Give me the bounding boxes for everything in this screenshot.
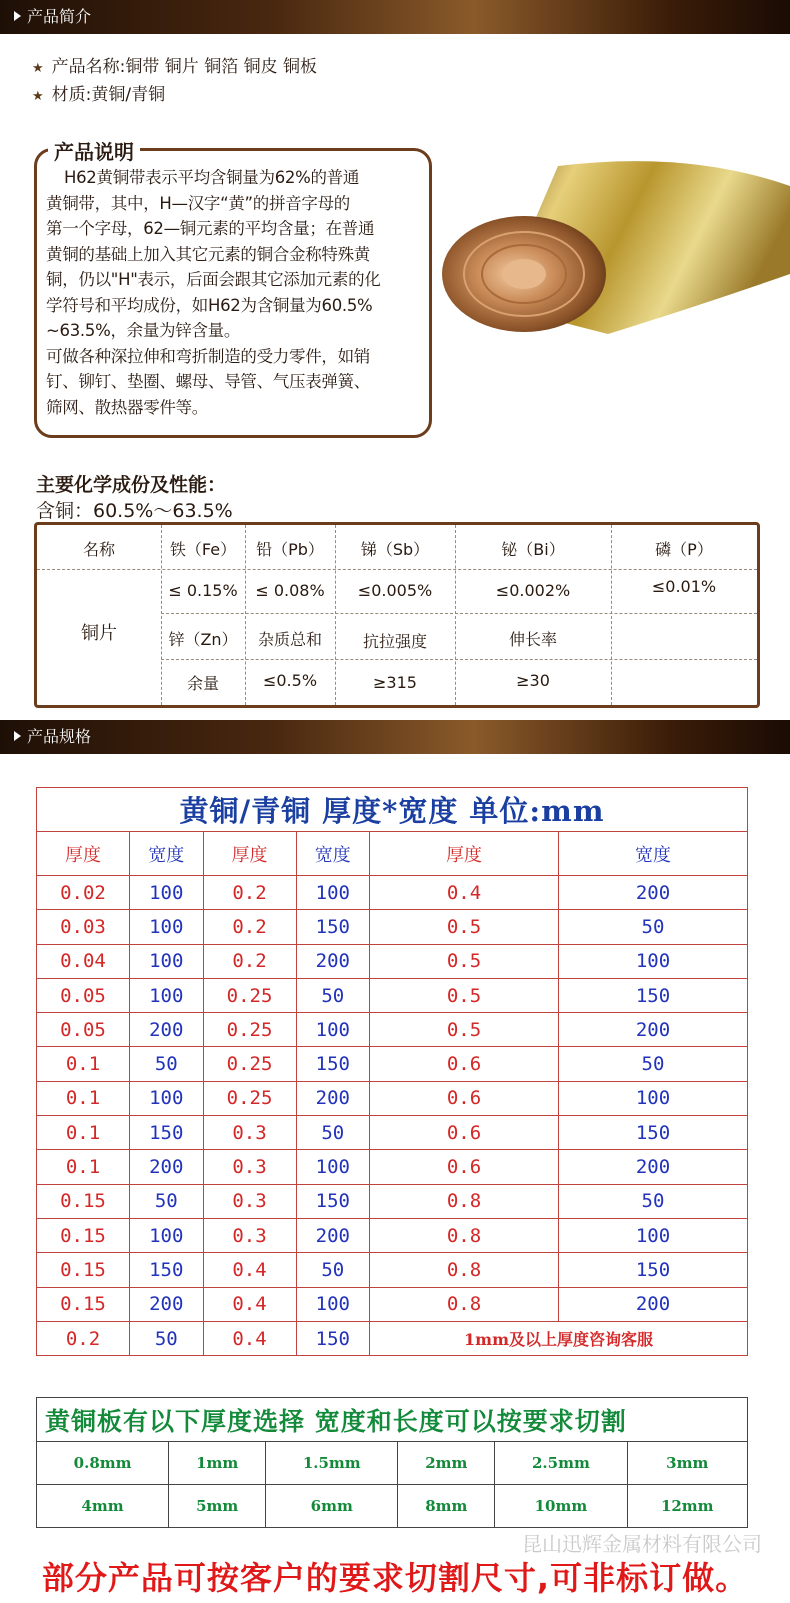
table-divider (161, 659, 757, 660)
thickness-cell: 0.2 (203, 910, 296, 944)
name-header: 名称 (82, 540, 115, 559)
description-line: 筛网、散热器零件等。 (46, 397, 209, 417)
section-header-spec (0, 720, 790, 754)
table-row (37, 1253, 748, 1287)
spec-header-row (37, 832, 748, 876)
plate-thickness: 5mm (169, 1485, 266, 1528)
width-cell: 150 (296, 910, 370, 944)
thickness-cell: 0.1 (37, 1116, 130, 1150)
plate-table-title: 黄铜板有以下厚度选择 宽度和长度可以按要求切割 (37, 1398, 748, 1442)
table-row (37, 1150, 748, 1184)
thickness-cell: 0.6 (370, 1116, 559, 1150)
thickness-cell: 0.2 (203, 944, 296, 978)
element-value: ≤ 0.15% (168, 581, 238, 600)
property-header: 伸长率 (508, 630, 557, 649)
intro-item-text: 材质:黄铜/青铜 (51, 85, 166, 105)
description-line: 铜，仍以"H"表示，后面会跟其它添加元素的化 (46, 270, 381, 289)
thickness-cell: 0.05 (37, 978, 130, 1012)
thickness-cell: 0.1 (37, 1047, 130, 1081)
thickness-cell: 0.5 (370, 910, 559, 944)
description-line: ~63.5%，余量为锌含量。 (46, 321, 241, 340)
thickness-cell: 0.5 (370, 1013, 559, 1047)
thickness-cell: 0.2 (37, 1321, 130, 1355)
table-row (37, 978, 748, 1012)
plate-thickness: 0.8mm (37, 1442, 169, 1485)
element-header: 磷（P） (655, 540, 713, 559)
thickness-cell: 0.5 (370, 978, 559, 1012)
thickness-cell: 0.6 (370, 1150, 559, 1184)
thickness-cell: 0.4 (203, 1287, 296, 1321)
thickness-cell: 0.03 (37, 910, 130, 944)
thickness-cell: 0.1 (37, 1150, 130, 1184)
plate-thickness: 12mm (627, 1485, 747, 1528)
width-cell: 100 (296, 1013, 370, 1047)
width-cell: 100 (558, 944, 747, 978)
plate-thickness: 2mm (398, 1442, 495, 1485)
element-value: ≤ 0.08% (255, 581, 325, 600)
width-header: 宽度 (296, 832, 370, 876)
width-cell: 50 (129, 1047, 203, 1081)
thickness-cell: 0.02 (37, 876, 130, 910)
width-cell: 100 (296, 1287, 370, 1321)
element-value: ≤0.002% (495, 581, 571, 600)
section-header-intro (0, 0, 790, 34)
thickness-header: 厚度 (37, 832, 130, 876)
width-cell: 200 (296, 944, 370, 978)
thickness-cell: 0.2 (203, 876, 296, 910)
element-value: ≤0.01% (651, 577, 717, 596)
brass-coil-image (438, 156, 790, 346)
width-cell: 100 (129, 978, 203, 1012)
element-header: 铅（Pb） (256, 540, 324, 559)
property-value: ≤0.5% (262, 671, 318, 690)
width-cell: 100 (129, 1218, 203, 1252)
table-row (37, 1013, 748, 1047)
element-header: 铁（Fe） (169, 540, 237, 559)
thickness-header: 厚度 (370, 832, 559, 876)
width-cell: 50 (558, 1184, 747, 1218)
table-divider (37, 569, 757, 570)
width-cell: 50 (558, 1047, 747, 1081)
width-cell: 100 (558, 1218, 747, 1252)
section-title: 产品规格 (27, 727, 92, 746)
element-header: 锑（Sb） (360, 540, 430, 559)
width-cell: 150 (296, 1184, 370, 1218)
width-cell: 200 (129, 1013, 203, 1047)
width-cell: 50 (129, 1321, 203, 1355)
thickness-cell: 0.8 (370, 1184, 559, 1218)
table-row (37, 1184, 748, 1218)
width-cell: 50 (129, 1184, 203, 1218)
description-line: 黄铜带，其中，H—汉字“黄”的拼音字母的 (46, 193, 351, 213)
spec-table-title: 黄铜/青铜 厚度*宽度 单位:mm (37, 788, 748, 832)
table-divider (161, 613, 757, 614)
star-icon: ★ (32, 61, 44, 76)
width-cell: 50 (558, 910, 747, 944)
width-header: 宽度 (129, 832, 203, 876)
description-line: H62黄铜带表示平均含铜量为62%的普通 (64, 168, 360, 187)
property-value: ≥30 (516, 671, 550, 690)
chemistry-table (34, 522, 760, 708)
width-cell: 200 (129, 1150, 203, 1184)
table-row (37, 910, 748, 944)
width-cell: 50 (296, 978, 370, 1012)
width-cell: 200 (296, 1081, 370, 1115)
width-cell: 150 (296, 1047, 370, 1081)
plate-thickness: 10mm (495, 1485, 627, 1528)
width-cell: 200 (558, 1287, 747, 1321)
consult-note: 1mm及以上厚度咨询客服 (370, 1321, 748, 1355)
width-cell: 50 (296, 1253, 370, 1287)
width-cell: 50 (296, 1116, 370, 1150)
table-row (37, 1218, 748, 1252)
description-line: 第一个字母，62—铜元素的平均含量；在普通 (46, 219, 375, 238)
width-cell: 200 (296, 1218, 370, 1252)
thickness-cell: 0.15 (37, 1218, 130, 1252)
star-icon: ★ (32, 89, 44, 104)
intro-item (32, 82, 317, 110)
copper-content: 含铜：60.5%～63.5% (36, 500, 233, 522)
thickness-cell: 0.3 (203, 1184, 296, 1218)
width-cell: 100 (296, 1150, 370, 1184)
plate-thickness: 6mm (266, 1485, 398, 1528)
property-header: 锌（Zn） (168, 630, 238, 649)
plate-thickness: 3mm (627, 1442, 747, 1485)
thickness-cell: 0.1 (37, 1081, 130, 1115)
thickness-cell: 0.6 (370, 1081, 559, 1115)
width-cell: 150 (558, 978, 747, 1012)
thickness-cell: 0.15 (37, 1287, 130, 1321)
width-cell: 200 (558, 1013, 747, 1047)
width-cell: 100 (129, 944, 203, 978)
thickness-cell: 0.25 (203, 1013, 296, 1047)
table-row (37, 1116, 748, 1150)
width-header: 宽度 (558, 832, 747, 876)
description-line: 可做各种深拉伸和弯折制造的受力零件，如销 (46, 346, 371, 366)
thickness-cell: 0.8 (370, 1287, 559, 1321)
intro-list (32, 54, 317, 110)
intro-item-text: 产品名称:铜带 铜片 铜箔 铜皮 铜板 (51, 57, 317, 77)
company-watermark: 昆山迅辉金属材料有限公司 (522, 1532, 762, 1556)
property-value: ≥315 (373, 673, 417, 692)
triangle-icon (14, 731, 21, 741)
table-row (37, 1081, 748, 1115)
width-cell: 200 (558, 876, 747, 910)
table-row (37, 876, 748, 910)
width-cell: 100 (296, 876, 370, 910)
plate-thickness: 2.5mm (495, 1442, 627, 1485)
element-value: ≤0.005% (357, 581, 433, 600)
thickness-cell: 0.4 (370, 876, 559, 910)
property-value: 余量 (186, 674, 219, 693)
triangle-icon (14, 11, 21, 21)
plate-thickness: 4mm (37, 1485, 169, 1528)
description-line: 学符号和平均成份，如H62为含铜量为60.5% (46, 295, 373, 315)
thickness-cell: 0.4 (203, 1253, 296, 1287)
row-label: 铜片 (81, 623, 117, 644)
plate-table (36, 1397, 748, 1528)
thickness-cell: 0.3 (203, 1218, 296, 1252)
thickness-cell: 0.25 (203, 978, 296, 1012)
table-row (37, 1321, 748, 1355)
table-row (37, 1287, 748, 1321)
description-line: 钉、铆钉、垫圈、螺母、导管、气压表弹簧、 (46, 372, 371, 391)
section-title: 产品简介 (27, 7, 92, 26)
thickness-cell: 0.25 (203, 1081, 296, 1115)
description-line: 黄铜的基础上加入其它元素的铜合金称特殊黄 (46, 244, 371, 264)
width-cell: 150 (558, 1116, 747, 1150)
width-cell: 100 (129, 876, 203, 910)
width-cell: 150 (129, 1253, 203, 1287)
thickness-cell: 0.8 (370, 1253, 559, 1287)
spec-table (36, 787, 748, 1356)
width-cell: 100 (558, 1081, 747, 1115)
property-header: 杂质总和 (257, 630, 322, 649)
thickness-header: 厚度 (203, 832, 296, 876)
table-row (37, 1047, 748, 1081)
thickness-cell: 0.04 (37, 944, 130, 978)
width-cell: 100 (129, 1081, 203, 1115)
width-cell: 150 (296, 1321, 370, 1355)
element-header: 铋（Bi） (501, 540, 565, 559)
footer-notice: 部分产品可按客户的要求切割尺寸,可非标订做。 (41, 1559, 749, 1597)
thickness-cell: 0.6 (370, 1047, 559, 1081)
plate-thickness: 1mm (169, 1442, 266, 1485)
thickness-cell: 0.8 (370, 1218, 559, 1252)
width-cell: 100 (129, 910, 203, 944)
thickness-cell: 0.5 (370, 944, 559, 978)
width-cell: 150 (558, 1253, 747, 1287)
thickness-cell: 0.15 (37, 1253, 130, 1287)
plate-thickness: 1.5mm (266, 1442, 398, 1485)
thickness-cell: 0.3 (203, 1116, 296, 1150)
property-header: 抗拉强度 (362, 632, 427, 651)
description-text (46, 165, 428, 420)
thickness-cell: 0.05 (37, 1013, 130, 1047)
thickness-cell: 0.4 (203, 1321, 296, 1355)
plate-row (37, 1442, 748, 1485)
thickness-cell: 0.3 (203, 1150, 296, 1184)
width-cell: 200 (558, 1150, 747, 1184)
chemistry-title: 主要化学成份及性能： (36, 474, 227, 496)
thickness-cell: 0.15 (37, 1184, 130, 1218)
table-row (37, 944, 748, 978)
description-title: 产品说明 (48, 136, 140, 165)
intro-item (32, 54, 317, 82)
plate-row (37, 1485, 748, 1528)
width-cell: 200 (129, 1287, 203, 1321)
thickness-cell: 0.25 (203, 1047, 296, 1081)
width-cell: 150 (129, 1116, 203, 1150)
plate-thickness: 8mm (398, 1485, 495, 1528)
